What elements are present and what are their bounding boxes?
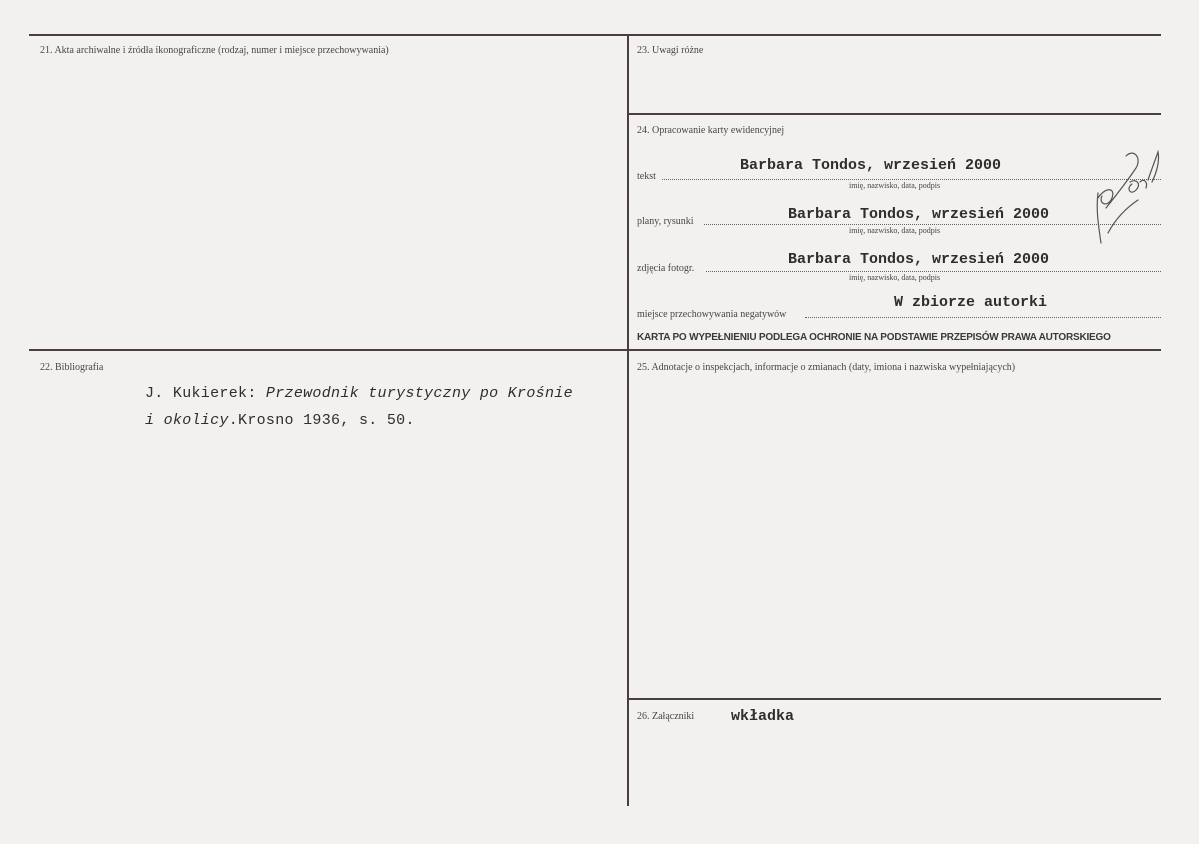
- row-zdjecia-caption: imię, nazwisko, data, podpis: [849, 273, 941, 282]
- signature-icon: [1086, 138, 1166, 248]
- attachments-value: wkładka: [731, 708, 795, 725]
- bibliography-title-line1: Przewodnik turystyczny po Krośnie: [265, 385, 573, 402]
- section-21-label: 21. Akta archiwalne i źródła ikonograficzne (rodzaj, numer i miejsce przechowywania): [40, 45, 389, 56]
- row-plany-value: Barbara Tondos, wrzesień 2000: [788, 206, 1050, 223]
- bibliography-title-line2: i okolicy: [145, 412, 229, 429]
- row-tekst-caption: imię, nazwisko, data, podpis: [849, 181, 941, 190]
- section-23-label: 23. Uwagi różne: [637, 45, 704, 56]
- bibliography-entry: [145, 380, 573, 434]
- negatives-dots: [805, 317, 1161, 318]
- row-plany-caption: imię, nazwisko, data, podpis: [849, 226, 941, 235]
- section-26-label: 26. Załączniki: [637, 711, 695, 722]
- middle-divider: [29, 349, 1161, 351]
- row-tekst-value: Barbara Tondos, wrzesień 2000: [740, 157, 1002, 174]
- row-plany-label: plany, rysunki: [637, 216, 694, 227]
- negatives-label: miejsce przechowywania negatywów: [637, 309, 787, 320]
- negatives-value: W zbiorze autorki: [894, 294, 1048, 311]
- column-divider: [627, 34, 629, 806]
- s26-top-border: [627, 698, 1161, 700]
- bibliography-author: J. Kukierek:: [145, 385, 266, 402]
- section-25-label: 25. Adnotacje o inspekcjach, informacje o zmianach (daty, imiona i nazwiska wypełniających): [637, 362, 1016, 373]
- row-zdjecia-dots: [706, 271, 1161, 272]
- row-tekst-label: tekst: [637, 171, 656, 182]
- row-zdjecia-value: Barbara Tondos, wrzesień 2000: [788, 251, 1050, 268]
- s23-bottom-border: [627, 113, 1161, 115]
- top-border: [29, 34, 1161, 36]
- copyright-notice: KARTA PO WYPEŁNIENIU PODLEGA OCHRONIE NA PODSTAWIE PRZEPISÓW PRAWA AUTORSKIEGO: [637, 332, 1111, 343]
- section-22-label: 22. Bibliografia: [40, 362, 104, 373]
- section-24-label: 24. Opracowanie karty ewidencyjnej: [637, 125, 785, 136]
- bibliography-rest: .Krosno 1936, s. 50.: [228, 412, 415, 429]
- row-zdjecia-label: zdjęcia fotogr.: [637, 263, 695, 274]
